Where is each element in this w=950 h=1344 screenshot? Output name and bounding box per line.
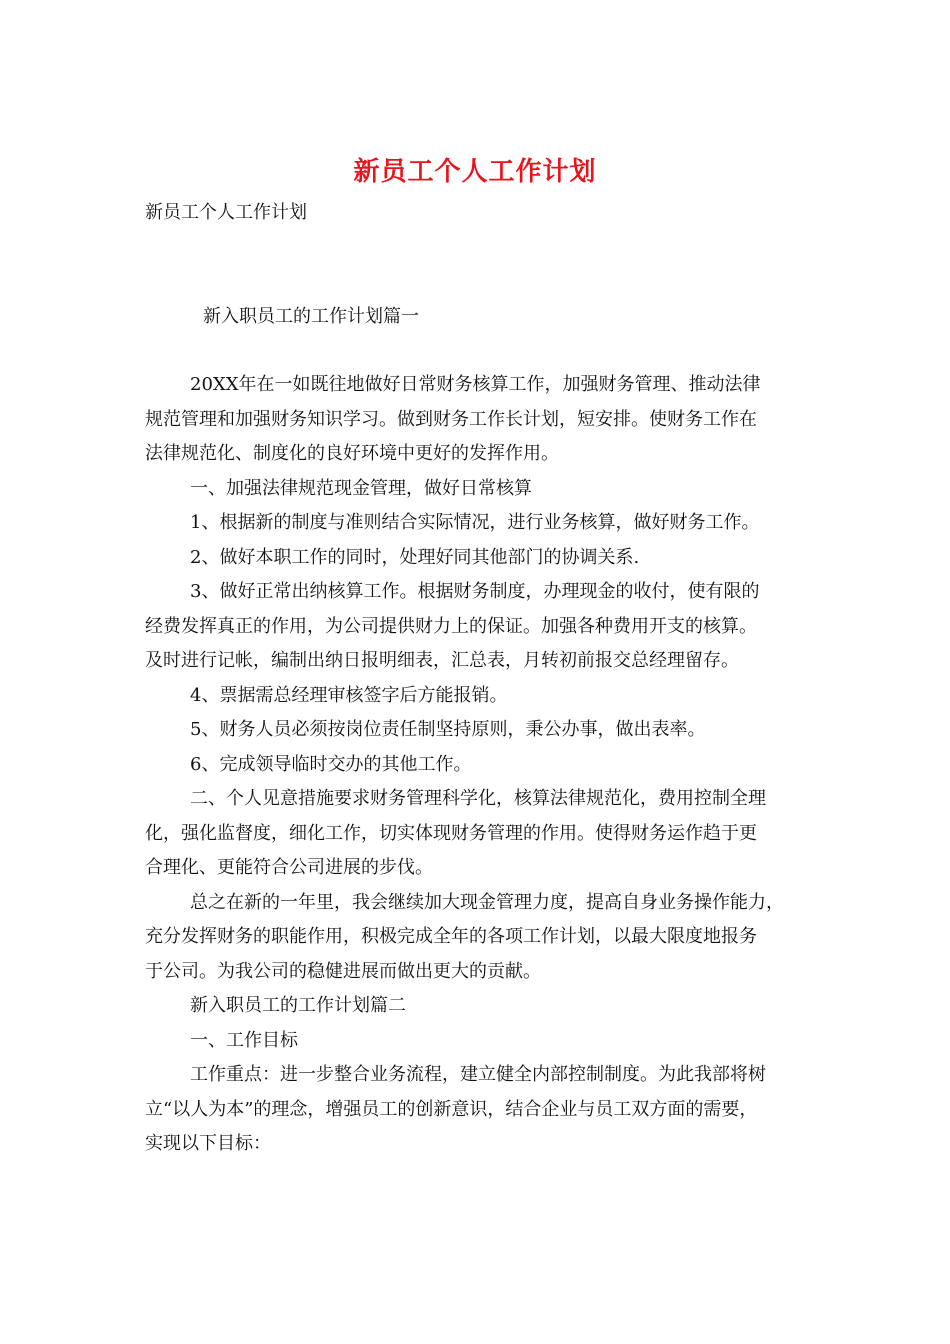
paragraph-line: 一、工作目标	[190, 1029, 298, 1051]
paragraph-line: 3、做好正常出纳核算工作。根据财务制度，办理现金的收付，使有限的	[190, 581, 760, 602]
paragraph-line: 20XX年在一如既往地做好日常财务核算工作，加强财务管理、推动法律	[190, 374, 761, 395]
paragraph-line: 2、做好本职工作的同时，处理好同其他部门的协调关系.	[190, 546, 640, 568]
paragraph-line: 法律规范化、制度化的良好环境中更好的发挥作用。	[145, 443, 559, 464]
section-heading: 新入职员工的工作计划篇一	[203, 306, 419, 327]
paragraph-line: 4、票据需总经理审核签字后方能报销。	[190, 684, 508, 706]
paragraph-line: 实现以下目标：	[145, 1133, 271, 1154]
paragraph-line: 工作重点：进一步整合业务流程，建立健全内部控制制度。为此我部将树	[190, 1064, 766, 1085]
paragraph-line: 充分发挥财务的职能作用，积极完成全年的各项工作计划，以最大限度地报务	[145, 926, 757, 947]
paragraph-line: 规范管理和加强财务知识学习。做到财务工作长计划，短安排。使财务工作在	[145, 408, 757, 430]
document-subtitle: 新员工个人工作计划	[145, 202, 307, 223]
paragraph-line: 5、财务人员必须按岗位责任制坚持原则，秉公办事，做出表率。	[190, 719, 706, 740]
paragraph-line: 一、加强法律规范现金管理，做好日常核算	[190, 477, 532, 499]
paragraph-line: 经费发挥真正的作用，为公司提供财力上的保证。加强各种费用开支的核算。	[145, 615, 757, 637]
paragraph-line: 立“以人为本”的理念，增强员工的创新意识，结合企业与员工双方面的需要，	[145, 1098, 758, 1120]
document-body	[145, 368, 820, 1162]
paragraph-line: 新入职员工的工作计划篇二	[190, 995, 406, 1016]
paragraph-line: 合理化、更能符合公司进展的步伐。	[145, 857, 433, 878]
paragraph-line: 1、根据新的制度与准则结合实际情况，进行业务核算，做好财务工作。	[190, 512, 760, 533]
paragraph-line: 二、个人见意措施要求财务管理科学化，核算法律规范化，费用控制全理	[190, 788, 766, 809]
paragraph-line: 于公司。为我公司的稳健进展而做出更大的贡献。	[145, 960, 541, 982]
document-title: 新员工个人工作计划	[353, 157, 597, 187]
paragraph-line: 化，强化监督度，细化工作，切实体现财务管理的作用。使得财务运作趋于更	[145, 822, 757, 844]
paragraph-line: 及时进行记帐，编制出纳日报明细表，汇总表，月转初前报交总经理留存。	[145, 650, 739, 671]
paragraph-line: 6、完成领导临时交办的其他工作。	[190, 753, 472, 775]
paragraph-line: 总之在新的一年里，我会继续加大现金管理力度，提高自身业务操作能力，	[190, 891, 784, 913]
